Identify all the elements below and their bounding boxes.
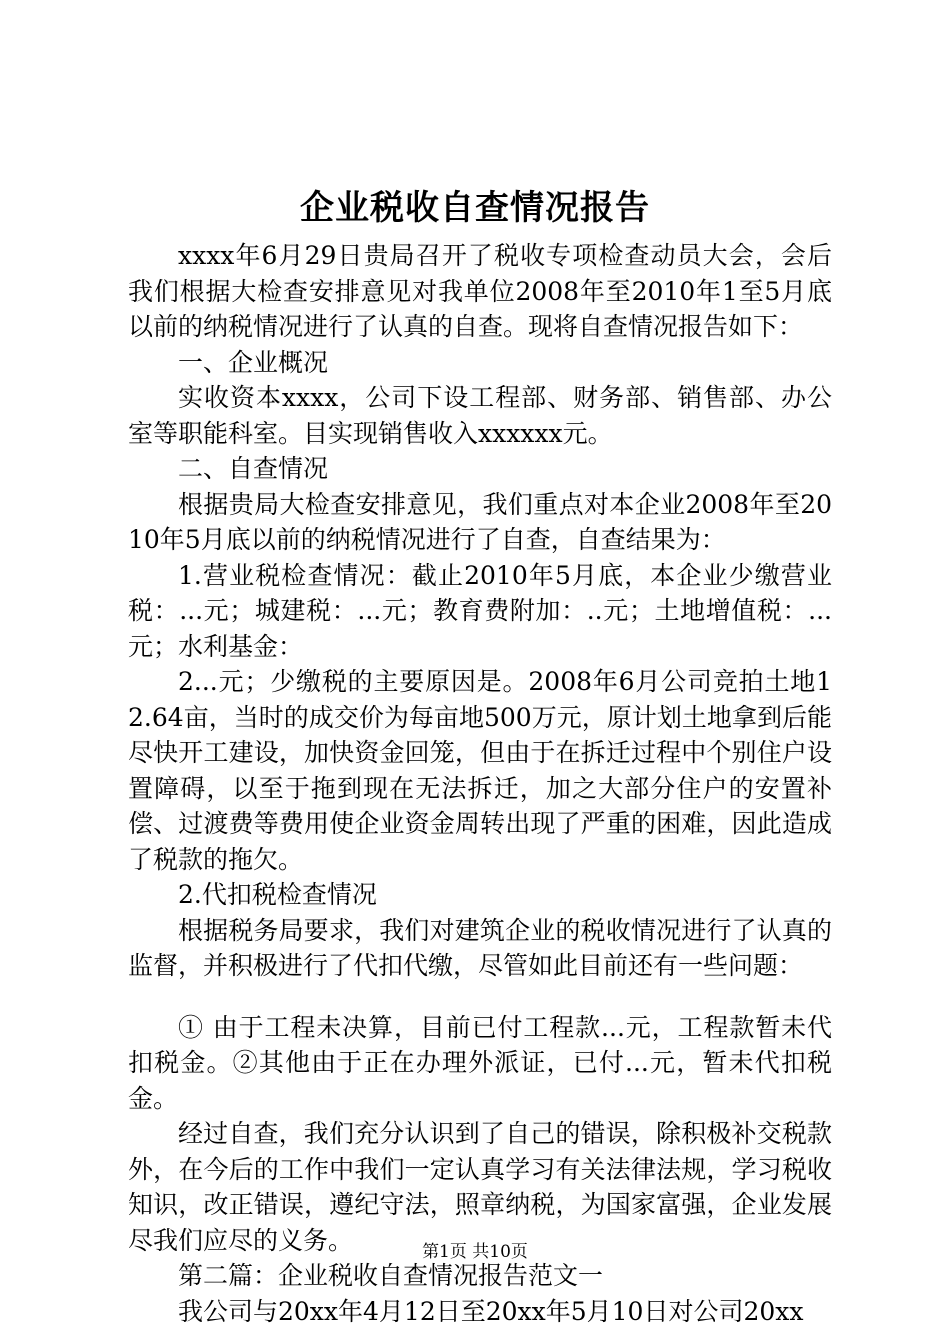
paragraph-self-inspection: 根据贵局大检查安排意见，我们重点对本企业2008年至2010年5月底以前的纳税情况进行了自查，自查结果为：	[128, 489, 832, 554]
document-body	[128, 238, 832, 1329]
paragraph-second-article: 我公司与20xx年4月12日至20xx年5月10日对公司20xx	[178, 1296, 804, 1326]
paragraph-conclusion: 经过自查，我们充分认识到了自己的错误，除积极补交税款外，在今后的工作中我们一定认真学习有关法律法规，学习税收知识，改正错误，遵纪守法，照章纳税，为国家富强，企业发展尽我们应尽的义务。	[128, 1119, 832, 1255]
paragraph-issues: ① 由于工程未决算，目前已付工程款...元，工程款暂未代扣税金。②其他由于正在办理外派证，已付...元，暂未代扣税金。	[128, 1012, 832, 1113]
paragraph-underpaid-reason: 2...元；少缴税的主要原因是。2008年6月公司竞拍土地12.64亩，当时的成交价为每亩地500万元，原计划土地拿到后能尽快开工建设，加快资金回笼，但由于在拆迁过程中个别住户设置障碍，以至于拖到现在无法拆迁，加之大部分住户的安置补偿、过渡费等费用使企业资金周转出现了严重的困难，因此造成了税款的拖欠。	[128, 667, 832, 874]
heading-withholding: 2.代扣税检查情况	[178, 880, 377, 909]
paragraph-withholding: 根据税务局要求，我们对建筑企业的税收情况进行了认真的监督，并积极进行了代扣代缴，尽管如此目前还有一些问题：	[128, 915, 832, 980]
document-title: 企业税收自查情况报告	[300, 188, 650, 228]
paragraph-company-overview: 实收资本xxxx，公司下设工程部、财务部、销售部、办公室等职能科室。目实现销售收入xxxxxx元。	[128, 383, 832, 448]
heading-company-overview: 一、企业概况	[178, 347, 329, 377]
paragraph-business-tax: 1.营业税检查情况：截止2010年5月底，本企业少缴营业税：...元；城建税：...元；教育费附加：..元；土地增值税：...元；水利基金：	[128, 560, 832, 661]
heading-second-article: 第二篇：企业税收自查情况报告范文一	[178, 1261, 604, 1290]
paragraph-intro: xxxx年6月29日贵局召开了税收专项检查动员大会，会后我们根据大检查安排意见对我单位2008年至2010年1至5月底以前的纳税情况进行了认真的自查。现将自查情况报告如下：	[128, 241, 832, 341]
heading-self-inspection: 二、自查情况	[178, 454, 329, 483]
page-footer: 第1页 共10页	[422, 1242, 528, 1262]
